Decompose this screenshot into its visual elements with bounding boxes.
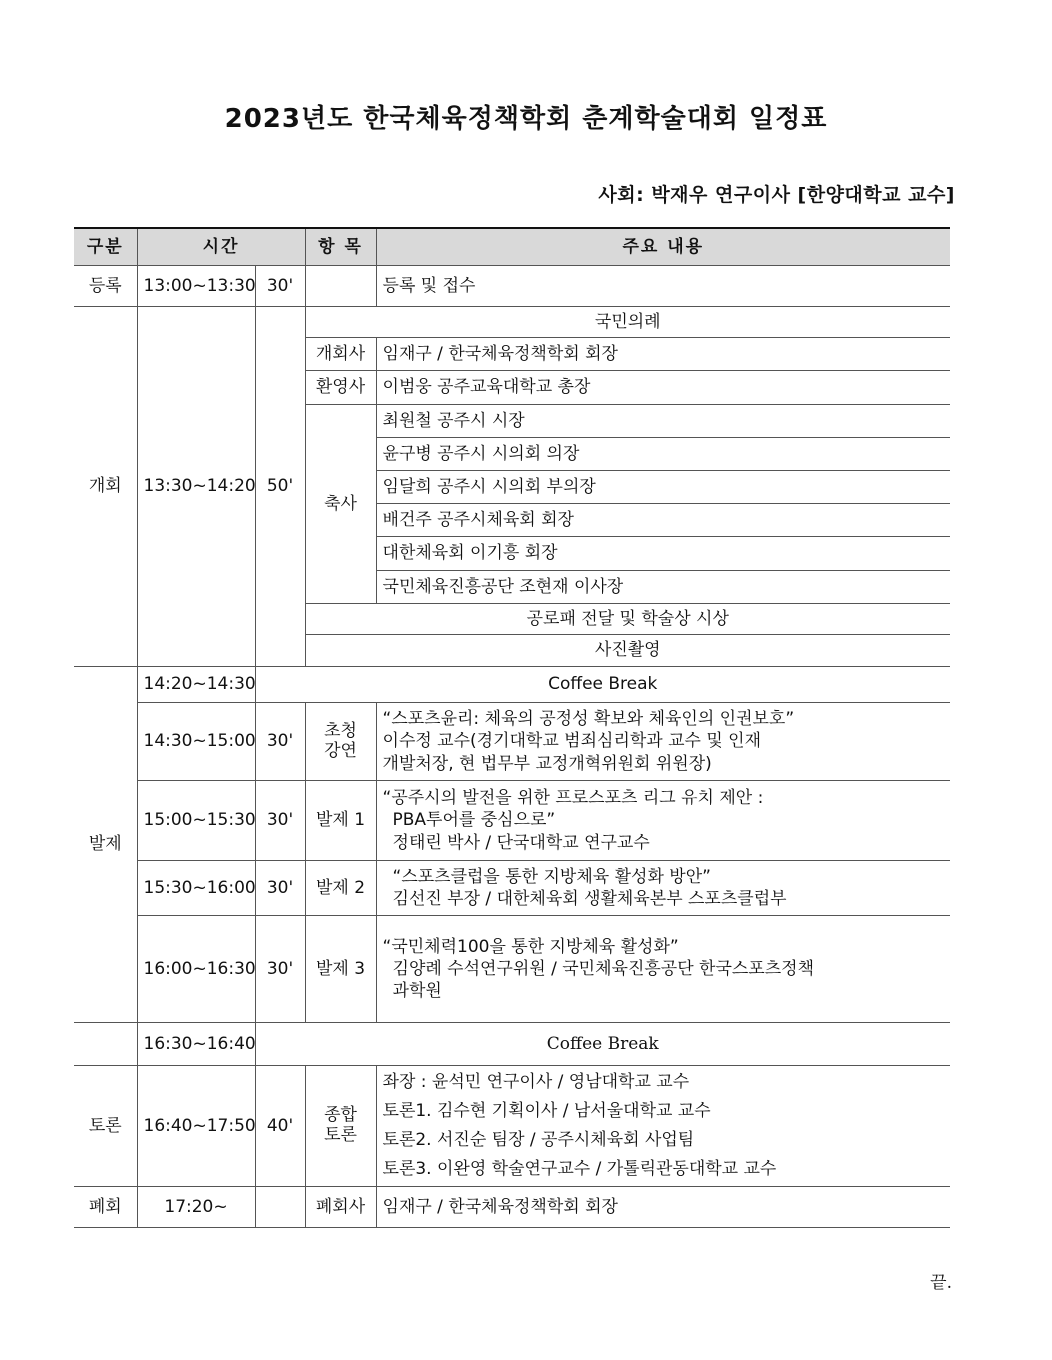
opening-time: 13:30~14:20 bbox=[137, 307, 255, 667]
keynote-time: 14:30~15:00 bbox=[137, 703, 255, 781]
talk3-time: 16:00~16:30 bbox=[137, 916, 255, 1023]
talk2-content: “스포츠클럽을 통한 지방체육 활성화 방안” 김선진 부장 / 대한체육회 생활체육본부 스포츠클럽부 bbox=[376, 861, 950, 916]
talk1-label: 발제 1 bbox=[305, 781, 376, 861]
table-row bbox=[74, 266, 950, 307]
talk3-content: “국민체력100을 통한 지방체육 활성화” 김양례 수석연구위원 / 국민체육진흥공단 한국스포츠정책 과학원 bbox=[376, 916, 950, 1023]
host-info: 사회: 박재우 연구이사 [한양대학교 교수] bbox=[598, 184, 955, 206]
talk2-duration: 30' bbox=[255, 861, 305, 916]
page-title: 2023년도 한국체육정책학회 춘계학술대회 일정표 bbox=[224, 104, 828, 134]
header-category: 구분 bbox=[74, 228, 137, 266]
discussion-category: 토론 bbox=[74, 1066, 137, 1187]
talk1-time: 15:00~15:30 bbox=[137, 781, 255, 861]
keynote-duration: 30' bbox=[255, 703, 305, 781]
table-row bbox=[74, 1066, 950, 1187]
registration-item bbox=[305, 266, 376, 307]
opening-pledge: 국민의례 bbox=[305, 307, 950, 338]
congrats-item: 임달희 공주시 시의회 부의장 bbox=[376, 471, 950, 504]
table-row bbox=[74, 703, 950, 781]
table-row bbox=[74, 307, 950, 338]
closing-time: 17:20~ bbox=[137, 1187, 255, 1228]
end-mark: 끝. bbox=[930, 1273, 952, 1293]
talk3-label: 발제 3 bbox=[305, 916, 376, 1023]
closing-content: 임재구 / 한국체육정책학회 회장 bbox=[376, 1187, 950, 1228]
break2-time: 16:30~16:40 bbox=[137, 1023, 255, 1066]
opening-category: 개회 bbox=[74, 307, 137, 667]
table-row bbox=[74, 916, 950, 1023]
header-item: 항 목 bbox=[305, 228, 376, 266]
closing-label: 폐회사 bbox=[305, 1187, 376, 1228]
talk2-label: 발제 2 bbox=[305, 861, 376, 916]
presentation-category: 발제 bbox=[74, 667, 137, 1023]
discussion-label: 종합 토론 bbox=[305, 1066, 376, 1187]
photo-session: 사진촬영 bbox=[305, 635, 950, 667]
congrats-item: 대한체육회 이기흥 회장 bbox=[376, 537, 950, 571]
table-row bbox=[74, 1023, 950, 1066]
table-row bbox=[74, 667, 950, 703]
keynote-label: 초청 강연 bbox=[305, 703, 376, 781]
discussion-duration: 40' bbox=[255, 1066, 305, 1187]
registration-content: 등록 및 접수 bbox=[376, 266, 950, 307]
closing-duration bbox=[255, 1187, 305, 1228]
talk1-duration: 30' bbox=[255, 781, 305, 861]
talk2-time: 15:30~16:00 bbox=[137, 861, 255, 916]
registration-duration: 30' bbox=[255, 266, 305, 307]
opening-speech-content: 임재구 / 한국체육정책학회 회장 bbox=[376, 338, 950, 371]
congrats-item: 국민체육진흥공단 조현재 이사장 bbox=[376, 571, 950, 604]
schedule-table bbox=[74, 227, 950, 1228]
closing-category: 폐회 bbox=[74, 1187, 137, 1228]
talk3-duration: 30' bbox=[255, 916, 305, 1023]
congrats-label: 축사 bbox=[305, 405, 376, 604]
header-content: 주요 내용 bbox=[376, 228, 950, 266]
header-time: 시간 bbox=[137, 228, 305, 266]
table-row bbox=[74, 781, 950, 861]
break2-category bbox=[74, 1023, 137, 1066]
break1-time: 14:20~14:30 bbox=[137, 667, 255, 703]
registration-category: 등록 bbox=[74, 266, 137, 307]
talk1-content: “공주시의 발전을 위한 프로스포츠 리그 유치 제안 : PBA투어를 중심으로” 정태린 박사 / 단국대학교 연구교수 bbox=[376, 781, 950, 861]
discussion-content: 좌장 : 윤석민 연구이사 / 영남대학교 교수 토론1. 김수현 기획이사 / 남서울대학교 교수 토론2. 서진순 팀장 / 공주시체육회 사업팀 토론3. 이완영 학술연구교수 / 가톨릭관동대학교 교수 bbox=[376, 1066, 950, 1187]
break1-content: Coffee Break bbox=[255, 667, 950, 703]
table-row bbox=[74, 1187, 950, 1228]
congrats-item: 배건주 공주시체육회 회장 bbox=[376, 504, 950, 537]
break2-content: Coffee Break bbox=[255, 1023, 950, 1066]
registration-time: 13:00~13:30 bbox=[137, 266, 255, 307]
opening-speech-label: 개회사 bbox=[305, 338, 376, 371]
discussion-time: 16:40~17:50 bbox=[137, 1066, 255, 1187]
keynote-content: “스포츠윤리: 체육의 공정성 확보와 체육인의 인권보호” 이수정 교수(경기대학교 범죄심리학과 교수 및 인재 개발처장, 현 법무부 교정개혁위원회 위원장) bbox=[376, 703, 950, 781]
congrats-item: 윤구병 공주시 시의회 의장 bbox=[376, 438, 950, 471]
welcome-speech-label: 환영사 bbox=[305, 371, 376, 405]
table-row bbox=[74, 861, 950, 916]
congrats-item: 최원철 공주시 시장 bbox=[376, 405, 950, 438]
award-ceremony: 공로패 전달 및 학술상 시상 bbox=[305, 604, 950, 635]
welcome-speech-content: 이범웅 공주교육대학교 총장 bbox=[376, 371, 950, 405]
header-row bbox=[74, 228, 950, 266]
opening-duration: 50' bbox=[255, 307, 305, 667]
